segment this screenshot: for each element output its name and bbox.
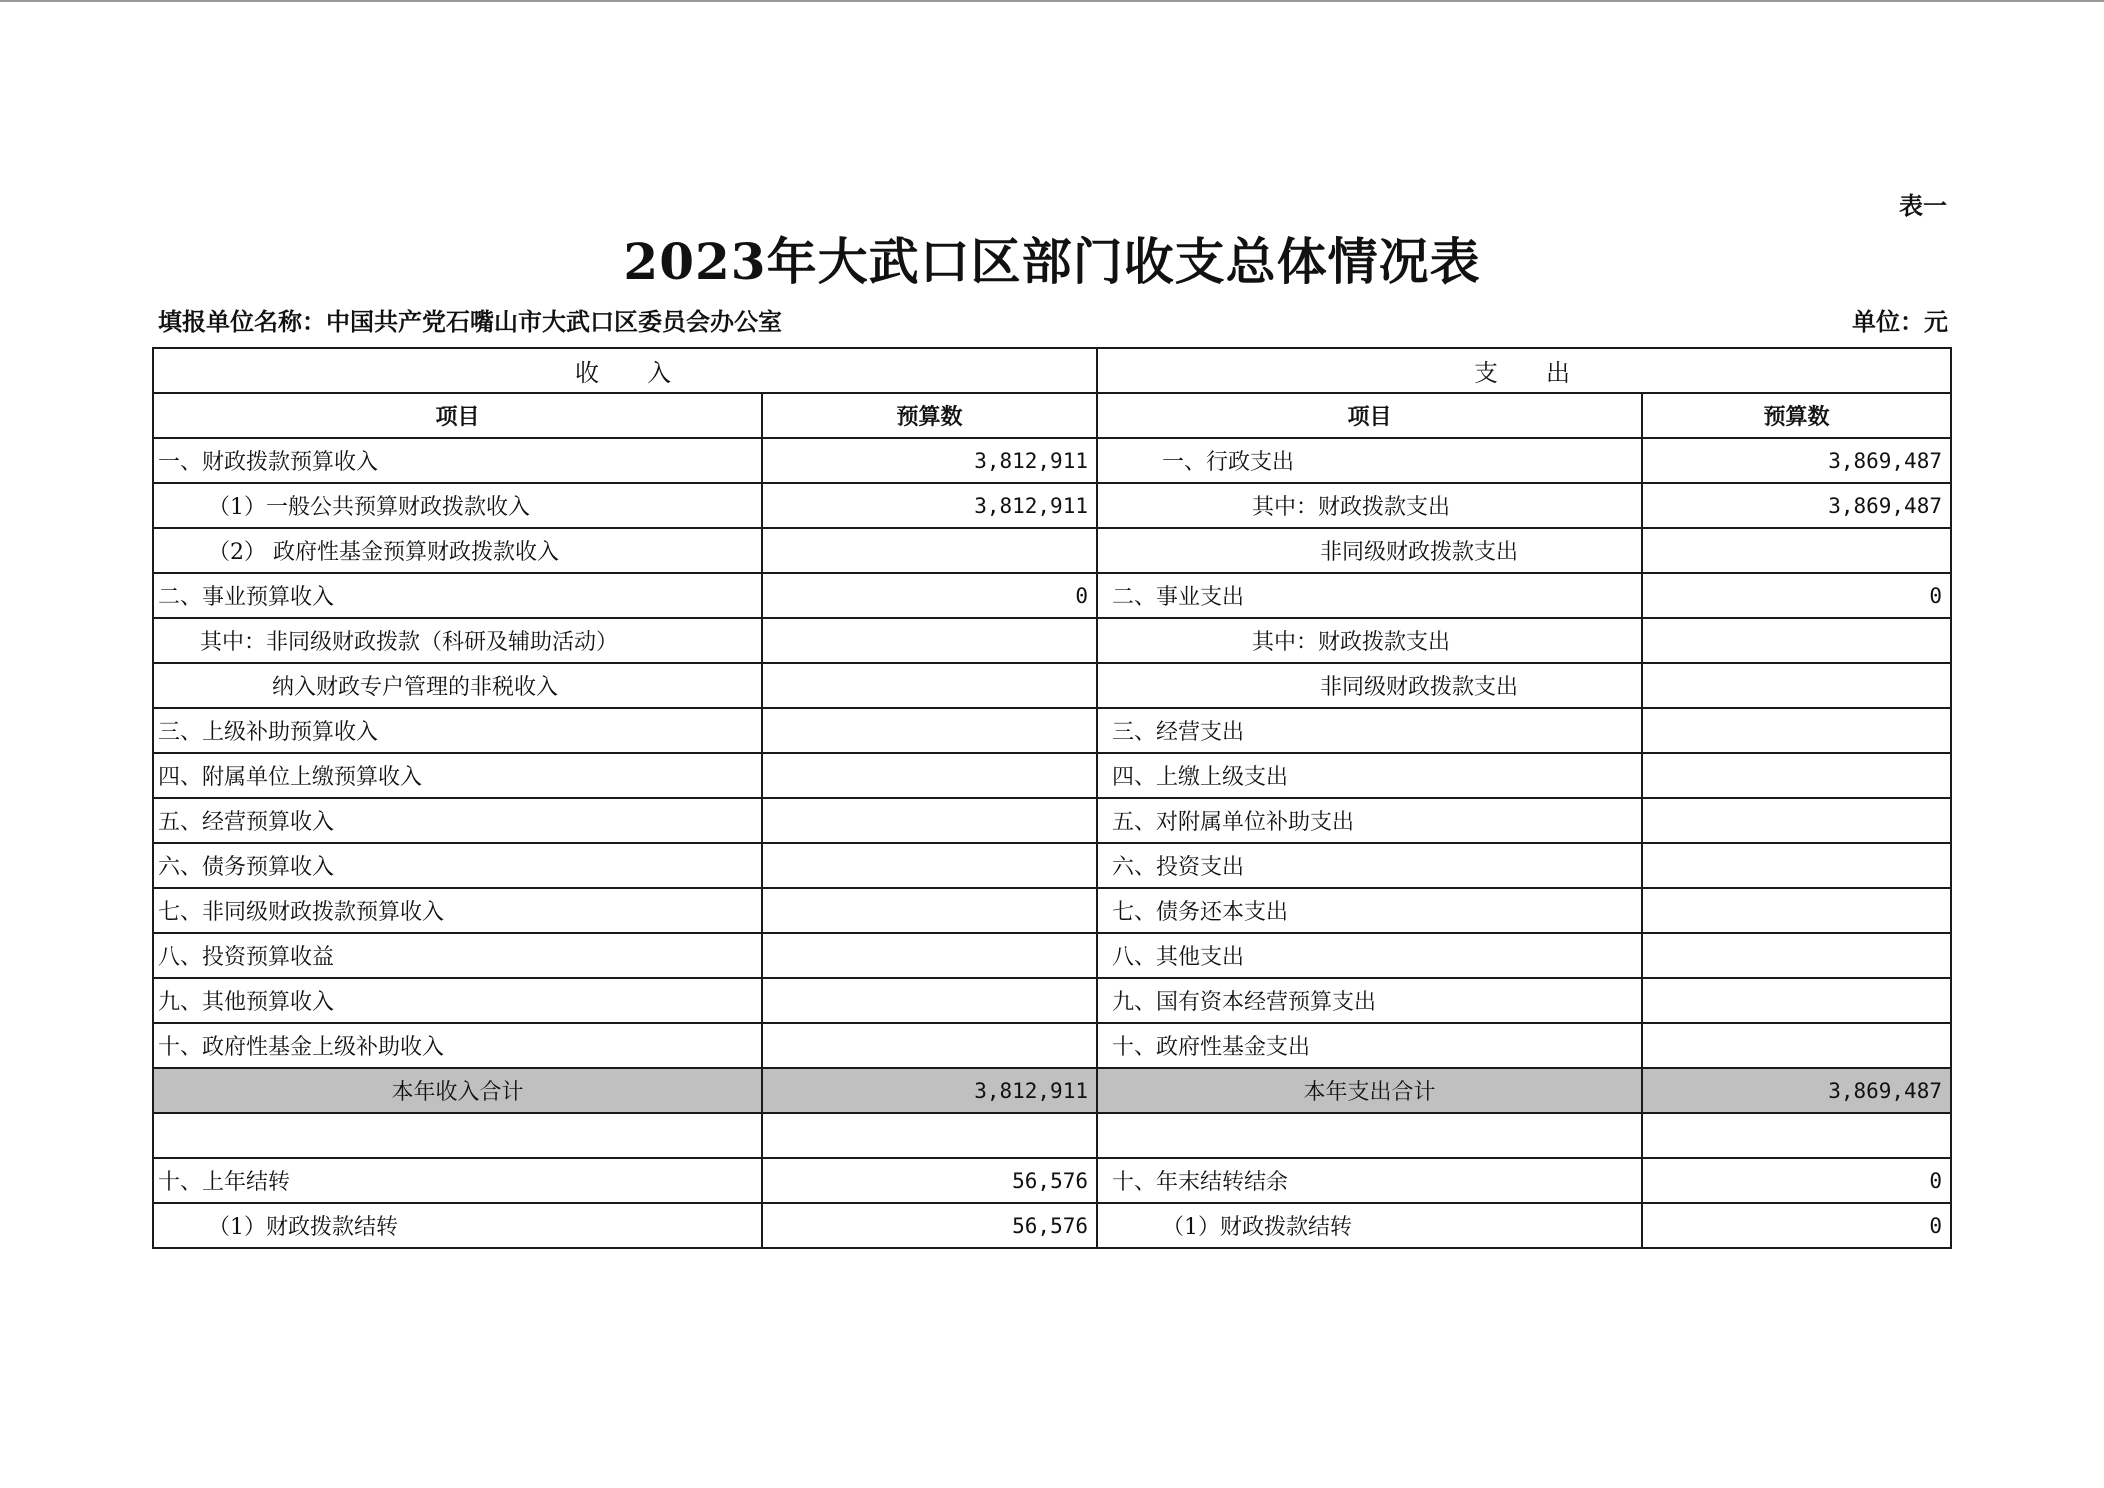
income-section-header: 收入 xyxy=(153,348,1097,393)
expense-value xyxy=(1642,663,1951,708)
table-row xyxy=(153,843,1951,888)
blank-cell xyxy=(1642,1113,1951,1158)
income-item: （1）财政拨款结转 xyxy=(153,1203,762,1248)
income-item: 纳入财政专户管理的非税收入 xyxy=(153,663,762,708)
expense-item: 四、上缴上级支出 xyxy=(1097,753,1642,798)
currency-unit: 单位：元 xyxy=(1852,307,1948,336)
section-header-row xyxy=(153,348,1951,393)
income-item: 三、上级补助预算收入 xyxy=(153,708,762,753)
expense-value xyxy=(1642,528,1951,573)
table-row xyxy=(153,1158,1951,1203)
income-value xyxy=(762,753,1097,798)
income-item-header: 项目 xyxy=(153,393,762,438)
table-row xyxy=(153,528,1951,573)
expense-item: 其中：财政拨款支出 xyxy=(1097,618,1642,663)
expense-value: 3,869,487 xyxy=(1642,438,1951,483)
expense-value: 3,869,487 xyxy=(1642,483,1951,528)
income-budget-header: 预算数 xyxy=(762,393,1097,438)
income-value xyxy=(762,933,1097,978)
income-item: 五、经营预算收入 xyxy=(153,798,762,843)
income-value xyxy=(762,978,1097,1023)
expense-value xyxy=(1642,753,1951,798)
table-row xyxy=(153,753,1951,798)
table-row xyxy=(153,618,1951,663)
income-total-value: 3,812,911 xyxy=(762,1068,1097,1113)
blank-cell xyxy=(762,1113,1097,1158)
income-value: 3,812,911 xyxy=(762,438,1097,483)
table-row xyxy=(153,663,1951,708)
income-item: 其中：非同级财政拨款（科研及辅助活动） xyxy=(153,618,762,663)
expense-total-value: 3,869,487 xyxy=(1642,1068,1951,1113)
income-item: 二、事业预算收入 xyxy=(153,573,762,618)
income-value xyxy=(762,843,1097,888)
expense-value xyxy=(1642,798,1951,843)
reporting-unit-name: 填报单位名称：中国共产党石嘴山市大武口区委员会办公室 xyxy=(158,307,782,336)
income-item: 九、其他预算收入 xyxy=(153,978,762,1023)
expense-item: 十、年末结转结余 xyxy=(1097,1158,1642,1203)
expense-value: 0 xyxy=(1642,1203,1951,1248)
income-value: 3,812,911 xyxy=(762,483,1097,528)
expense-item: 五、对附属单位补助支出 xyxy=(1097,798,1642,843)
table-row xyxy=(153,1023,1951,1068)
income-item: 八、投资预算收益 xyxy=(153,933,762,978)
income-value: 56,576 xyxy=(762,1203,1097,1248)
income-value: 0 xyxy=(762,573,1097,618)
table-row xyxy=(153,978,1951,1023)
expense-item: 十、政府性基金支出 xyxy=(1097,1023,1642,1068)
expense-item: 三、经营支出 xyxy=(1097,708,1642,753)
table-row xyxy=(153,1203,1951,1248)
income-item: 十、政府性基金上级补助收入 xyxy=(153,1023,762,1068)
income-item: 十、上年结转 xyxy=(153,1158,762,1203)
expense-item: 其中：财政拨款支出 xyxy=(1097,483,1642,528)
expense-value xyxy=(1642,978,1951,1023)
income-item: 四、附属单位上缴预算收入 xyxy=(153,753,762,798)
income-value: 56,576 xyxy=(762,1158,1097,1203)
expense-item: （1）财政拨款结转 xyxy=(1097,1203,1642,1248)
column-header-row xyxy=(153,393,1951,438)
income-item: 六、债务预算收入 xyxy=(153,843,762,888)
expense-total-label: 本年支出合计 xyxy=(1097,1068,1642,1113)
income-value xyxy=(762,618,1097,663)
income-value xyxy=(762,1023,1097,1068)
budget-table xyxy=(152,347,1952,1249)
table-row xyxy=(153,438,1951,483)
expense-item: 非同级财政拨款支出 xyxy=(1097,528,1642,573)
expense-item: 六、投资支出 xyxy=(1097,843,1642,888)
income-value xyxy=(762,708,1097,753)
income-value xyxy=(762,888,1097,933)
table-number: 表一 xyxy=(1899,191,1947,220)
expense-section-header: 支出 xyxy=(1097,348,1951,393)
expense-item: 九、国有资本经营预算支出 xyxy=(1097,978,1642,1023)
income-value xyxy=(762,528,1097,573)
page-title: 2023年大武口区部门收支总体情况表 xyxy=(623,232,1481,291)
expense-item: 一、行政支出 xyxy=(1097,438,1642,483)
income-value xyxy=(762,798,1097,843)
income-value xyxy=(762,663,1097,708)
expense-item: 二、事业支出 xyxy=(1097,573,1642,618)
expense-value: 0 xyxy=(1642,573,1951,618)
expense-value: 0 xyxy=(1642,1158,1951,1203)
totals-row xyxy=(153,1068,1951,1113)
expense-value xyxy=(1642,1023,1951,1068)
expense-value xyxy=(1642,618,1951,663)
expense-budget-header: 预算数 xyxy=(1642,393,1951,438)
expense-item-header: 项目 xyxy=(1097,393,1642,438)
blank-row xyxy=(153,1113,1951,1158)
expense-value xyxy=(1642,933,1951,978)
table-row xyxy=(153,888,1951,933)
income-item: 七、非同级财政拨款预算收入 xyxy=(153,888,762,933)
expense-item: 七、债务还本支出 xyxy=(1097,888,1642,933)
table-row xyxy=(153,933,1951,978)
table-row xyxy=(153,798,1951,843)
income-item: 一、财政拨款预算收入 xyxy=(153,438,762,483)
income-item: （2） 政府性基金预算财政拨款收入 xyxy=(153,528,762,573)
income-total-label: 本年收入合计 xyxy=(153,1068,762,1113)
expense-value xyxy=(1642,843,1951,888)
top-border-line xyxy=(0,0,2104,2)
expense-value xyxy=(1642,888,1951,933)
table-row xyxy=(153,708,1951,753)
table-row xyxy=(153,483,1951,528)
blank-cell xyxy=(153,1113,762,1158)
blank-cell xyxy=(1097,1113,1642,1158)
expense-item: 八、其他支出 xyxy=(1097,933,1642,978)
expense-value xyxy=(1642,708,1951,753)
income-item: （1）一般公共预算财政拨款收入 xyxy=(153,483,762,528)
table-row xyxy=(153,573,1951,618)
expense-item: 非同级财政拨款支出 xyxy=(1097,663,1642,708)
